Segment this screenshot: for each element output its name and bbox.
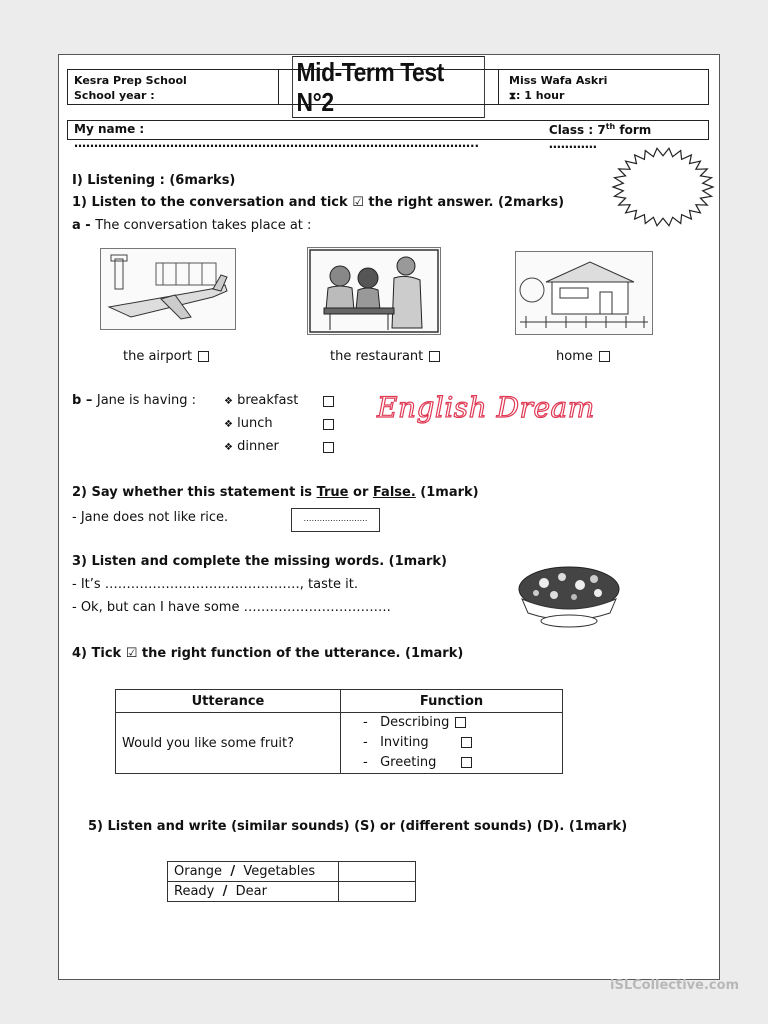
class-suffix: form …………	[548, 123, 652, 151]
school-year: School year :	[74, 89, 155, 102]
table-row	[168, 882, 416, 902]
meal-breakfast[interactable]	[224, 393, 298, 408]
meal-label: breakfast	[237, 393, 299, 408]
col-utterance: Utterance	[116, 690, 341, 713]
worksheet-page	[58, 54, 720, 980]
option-label: the airport	[123, 349, 193, 364]
q3-line1[interactable]: - It’s ………………………………………, taste it.	[72, 577, 358, 592]
function-label: Greeting	[380, 755, 437, 770]
duration-line	[509, 88, 708, 104]
meal-dinner[interactable]	[224, 439, 279, 454]
q1-text: 1) Listen to the conversation and tick	[72, 195, 348, 210]
english-dream-logo: English Dream	[377, 391, 595, 424]
function-label: Describing	[380, 715, 450, 730]
checkbox-lunch[interactable]	[323, 419, 334, 430]
watermark: iSLCollective.com	[610, 978, 740, 993]
q3-line2[interactable]: - Ok, but can I have some …………………………….	[72, 600, 391, 615]
meal-label: dinner	[237, 439, 279, 454]
school-name: Kesra Prep School	[74, 74, 187, 87]
header-box	[67, 57, 709, 117]
teacher-info	[499, 70, 708, 107]
q2-answer-box[interactable]	[291, 508, 380, 532]
q4-title	[72, 646, 463, 661]
checkbox[interactable]	[198, 351, 209, 362]
checkbox[interactable]	[429, 351, 440, 362]
q1b-line	[72, 393, 196, 408]
q1a-line	[72, 218, 311, 233]
table-row	[116, 713, 563, 774]
starburst-icon	[611, 147, 715, 227]
checkbox-icon: ☑	[125, 646, 138, 661]
option-home[interactable]	[556, 349, 610, 364]
q2-text-a: 2) Say whether this statement is	[72, 485, 317, 500]
checkbox[interactable]	[599, 351, 610, 362]
name-field[interactable]: My name : ………………………………………………………………………………………..	[74, 122, 480, 150]
checkbox-icon: ☑	[352, 195, 364, 210]
salad-bowl-icon	[514, 557, 624, 633]
option-label: home	[556, 349, 593, 364]
restaurant-image	[307, 247, 441, 335]
duration: : 1 hour	[516, 89, 565, 102]
option-restaurant[interactable]	[330, 349, 440, 364]
diamond-bullet-icon: ❖	[224, 419, 233, 430]
function-option-inviting[interactable]: - Inviting	[363, 733, 562, 753]
test-title-cell	[279, 57, 499, 117]
q2-title	[72, 485, 479, 500]
checkbox-breakfast[interactable]	[323, 396, 334, 407]
school-info	[68, 70, 279, 104]
checkbox[interactable]	[461, 737, 472, 748]
utterance-cell: Would you like some fruit?	[116, 713, 341, 774]
q2-statement: - Jane does not like rice.	[72, 510, 229, 525]
home-image	[515, 251, 653, 335]
q1b-label: b –	[72, 393, 97, 408]
q2-or: or	[348, 485, 373, 500]
q2-true: True	[316, 485, 349, 500]
answer-cell[interactable]	[339, 882, 416, 902]
house-icon	[516, 252, 652, 334]
q1a-label: a -	[72, 218, 96, 233]
diamond-bullet-icon: ❖	[224, 442, 233, 453]
hourglass-icon: ⧗	[509, 91, 517, 102]
test-title: Mid-Term Test N°2	[292, 56, 485, 118]
function-options	[341, 713, 563, 774]
table-row	[168, 862, 416, 882]
word-2: Vegetables	[243, 864, 316, 879]
table-header-row	[116, 690, 563, 713]
option-label: the restaurant	[330, 349, 424, 364]
function-table	[115, 689, 563, 774]
function-label: Inviting	[380, 735, 429, 750]
q1-tail: the right answer. (2marks)	[363, 195, 565, 210]
word-1: Orange	[174, 864, 223, 879]
function-option-greeting[interactable]: - Greeting	[363, 753, 562, 773]
name-bar	[67, 120, 709, 151]
sounds-table	[167, 861, 416, 902]
q5-title: 5) Listen and write (similar sounds) (S) or (different sounds) (D). (1mark)	[88, 819, 628, 834]
word-pair-cell: Orange / Vegetables	[168, 862, 339, 882]
meal-lunch[interactable]	[224, 416, 273, 431]
word-2: Dear	[235, 884, 267, 899]
section-heading: I) Listening : (6marks)	[72, 173, 236, 188]
q2-false: False.	[372, 485, 416, 500]
airport-image	[100, 248, 236, 330]
col-function: Function	[341, 690, 563, 713]
word-1: Ready	[174, 884, 215, 899]
function-option-describing[interactable]: - Describing	[363, 713, 562, 733]
answer-cell[interactable]	[339, 862, 416, 882]
class-field[interactable]	[548, 122, 702, 151]
class-sup: th	[605, 122, 616, 131]
airplane-icon	[101, 249, 235, 329]
meal-label: lunch	[237, 416, 273, 431]
diners-icon	[308, 248, 440, 334]
checkbox-dinner[interactable]	[323, 442, 334, 453]
q1b-text: Jane is having :	[96, 393, 197, 408]
q4-text-a: 4) Tick	[72, 646, 122, 661]
q1a-text: The conversation takes place at :	[95, 218, 312, 233]
q4-text-b: the right function of the utterance. (1mark)	[137, 646, 464, 661]
class-prefix: Class : 7	[548, 123, 606, 137]
word-pair-cell: Ready / Dear	[168, 882, 339, 902]
checkbox[interactable]	[455, 717, 466, 728]
q1-title	[72, 195, 564, 210]
checkbox[interactable]	[461, 757, 472, 768]
option-airport[interactable]	[123, 349, 209, 364]
diamond-bullet-icon: ❖	[224, 396, 233, 407]
q2-answer-blank: ……………………	[303, 514, 368, 523]
teacher-name: Miss Wafa Askri	[509, 74, 608, 87]
q3-title: 3) Listen and complete the missing words. (1mark)	[72, 554, 447, 569]
q2-text-b: (1mark)	[415, 485, 479, 500]
